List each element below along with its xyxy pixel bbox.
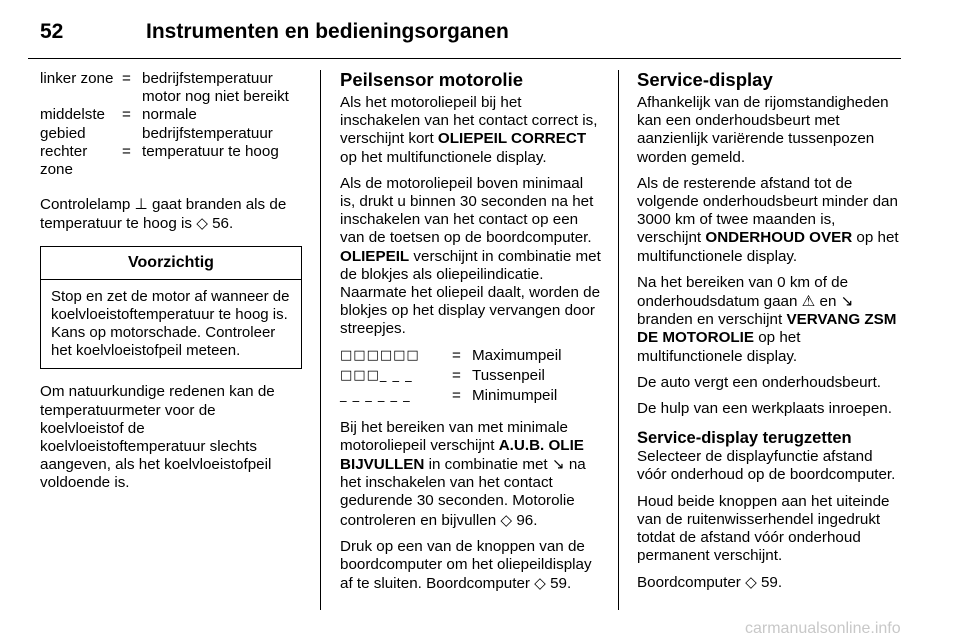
page-number: 52	[40, 20, 64, 43]
text: Bij het bereiken van met minimale motoroliepeil verschijnt	[340, 418, 568, 454]
oil-level-equals: =	[452, 386, 461, 404]
column-middle	[340, 70, 602, 601]
display-message: VERVANG ZSM DE MOTOROLIE	[637, 311, 897, 347]
lamp-paragraph	[40, 195, 302, 233]
page-reference[interactable]: 59.	[756, 574, 783, 592]
zone-equals: =	[122, 106, 131, 124]
lamp-text: gaat branden als de temperatuur te hoog is	[40, 196, 287, 233]
zone-term: middelste gebied	[40, 106, 105, 142]
text: op het multifunctionele display.	[637, 329, 801, 365]
oil-paragraph	[340, 419, 602, 530]
page-reference[interactable]: 96.	[512, 511, 538, 529]
column-divider	[320, 70, 321, 610]
page-reference[interactable]: 59.	[545, 575, 572, 593]
page-header	[28, 10, 940, 60]
zone-equals: =	[122, 142, 131, 160]
oil-level-equals: =	[452, 366, 461, 384]
oil-level-row	[340, 387, 602, 407]
service-paragraph	[637, 274, 902, 366]
oil-level-row	[340, 347, 602, 367]
page-reference[interactable]: 56.	[207, 215, 234, 233]
text: verschijnt in combinatie met de blokjes als oliepeilindicatie. Naarmate het oliepeil daalt, worden de blokjes op het display vervangen door streepjes.	[340, 247, 601, 338]
zone-term: rechter zone	[40, 142, 88, 179]
section-heading: Peilsensor motorolie	[340, 69, 523, 90]
oil-level-label: Tussenpeil	[472, 366, 545, 384]
lamp-text: Controlelamp	[40, 196, 135, 214]
column-divider	[618, 70, 619, 610]
oil-level-indicator: _ _ _ _ _ _	[340, 387, 411, 403]
text: Boordcomputer	[637, 574, 746, 592]
gauge-paragraph: Om natuurkundige redenen kan de temperatuurmeter voor de koelvloeistof de koelvloeistoftemperatuur slechts aangeven, als het koelvloeistofpeil voldoende is.	[40, 383, 275, 492]
oil-paragraph	[340, 538, 602, 594]
column-right	[637, 70, 902, 601]
warning-text: Stop en zet de motor af wanneer de koelvloeistoftemperatuur te hoog is. Kans op motorschade. Controleer het koelvloeistofpeil meteen.	[51, 287, 290, 360]
oil-level-indicator: □□□□□□	[340, 347, 420, 363]
display-message: OLIEPEIL	[340, 247, 410, 265]
display-message: OLIEPEIL CORRECT	[437, 130, 587, 148]
wrench-icon: ↘	[551, 455, 565, 474]
zone-equals: =	[122, 70, 131, 87]
text: en	[815, 293, 841, 311]
text: na het inschakelen van het contact gedurende 30 seconden. Motorolie controleren en bijvullen	[340, 456, 586, 529]
section-heading: Service-display	[637, 69, 773, 90]
service-paragraph	[637, 175, 902, 266]
sub-heading: Service-display terugzetten	[637, 429, 852, 448]
service-paragraph: De hulp van een werkplaats inroepen.	[637, 400, 892, 418]
zone-row	[40, 106, 302, 142]
oil-level-row	[340, 367, 602, 387]
service-warning-icon: ⚠	[801, 292, 816, 311]
oil-level-label: Minimumpeil	[472, 386, 558, 404]
service-paragraph: Houd beide knoppen aan het uiteinde van de ruitenwisserhendel ingedrukt totdat de afstand vóór onderhoud permanent verschijnt.	[637, 492, 890, 565]
wrench-icon: ↘	[840, 292, 854, 311]
oil-level-indicator: □□□_ _ _	[340, 367, 413, 383]
oil-paragraph	[340, 175, 602, 339]
page-reference-icon: ◇	[534, 574, 546, 593]
service-paragraph	[637, 573, 902, 592]
column-left	[40, 70, 302, 501]
text: in combinatie met	[424, 456, 552, 474]
service-paragraph: De auto vergt een onderhoudsbeurt.	[637, 373, 882, 391]
text: op het multifunctionele display.	[637, 229, 899, 265]
display-message: ONDERHOUD OVER	[705, 229, 853, 247]
page-reference-icon: ◇	[500, 510, 513, 529]
display-message: A.U.B. OLIE BIJVULLEN	[340, 436, 584, 474]
text: Als de motoroliepeil boven minimaal is, drukt u binnen 30 seconden na het inschakelen van het contact op een van de toetsen op de boordcomputer.	[340, 174, 594, 247]
oil-paragraph	[340, 94, 602, 167]
zone-definition: bedrijfstemperatuur motor nog niet bereikt	[142, 70, 289, 106]
zone-definition: normale bedrijfstemperatuur	[142, 106, 273, 142]
text: branden en verschijnt	[637, 311, 787, 329]
page-reference-icon: ◇	[745, 573, 757, 592]
watermark: carmanualsonline.info	[745, 620, 901, 637]
page-reference-icon: ◇	[196, 214, 208, 233]
header-rule	[28, 58, 901, 59]
zone-term: linker zone	[40, 70, 114, 87]
zone-definition: temperatuur te hoog	[142, 142, 279, 160]
oil-level-table	[340, 347, 602, 407]
zone-row	[40, 143, 302, 179]
warning-box	[40, 246, 302, 370]
service-paragraph: Selecteer de displayfunctie afstand vóór onderhoud op de boordcomputer.	[637, 448, 896, 484]
temperature-zone-table	[40, 70, 302, 179]
oil-level-equals: =	[452, 346, 461, 364]
warning-title: Voorzichtig	[41, 247, 301, 280]
zone-row	[40, 70, 302, 106]
page-title: Instrumenten en bedieningsorganen	[146, 20, 509, 43]
oil-level-label: Maximumpeil	[472, 346, 562, 364]
text: Na het bereiken van 0 km of de onderhoudsdatum gaan	[637, 273, 849, 311]
coolant-temperature-icon: ⊥	[134, 195, 148, 214]
text: Als het motoroliepeil bij het inschakelen van het contact correct is, verschijnt kort	[340, 94, 598, 148]
text: Als de resterende afstand tot de volgende onderhoudsbeurt minder dan 3000 km of twee maanden is, verschijnt	[637, 174, 898, 247]
text: Druk op een van de knoppen van de boordcomputer om het oliepeildisplay af te sluiten. Boordcomputer	[340, 537, 592, 593]
text: op het multifunctionele display.	[340, 148, 547, 166]
service-paragraph: Afhankelijk van de rijomstandigheden kan een onderhoudsbeurt met aanzienlijk variërende tussenpozen worden gemeld.	[637, 94, 889, 166]
